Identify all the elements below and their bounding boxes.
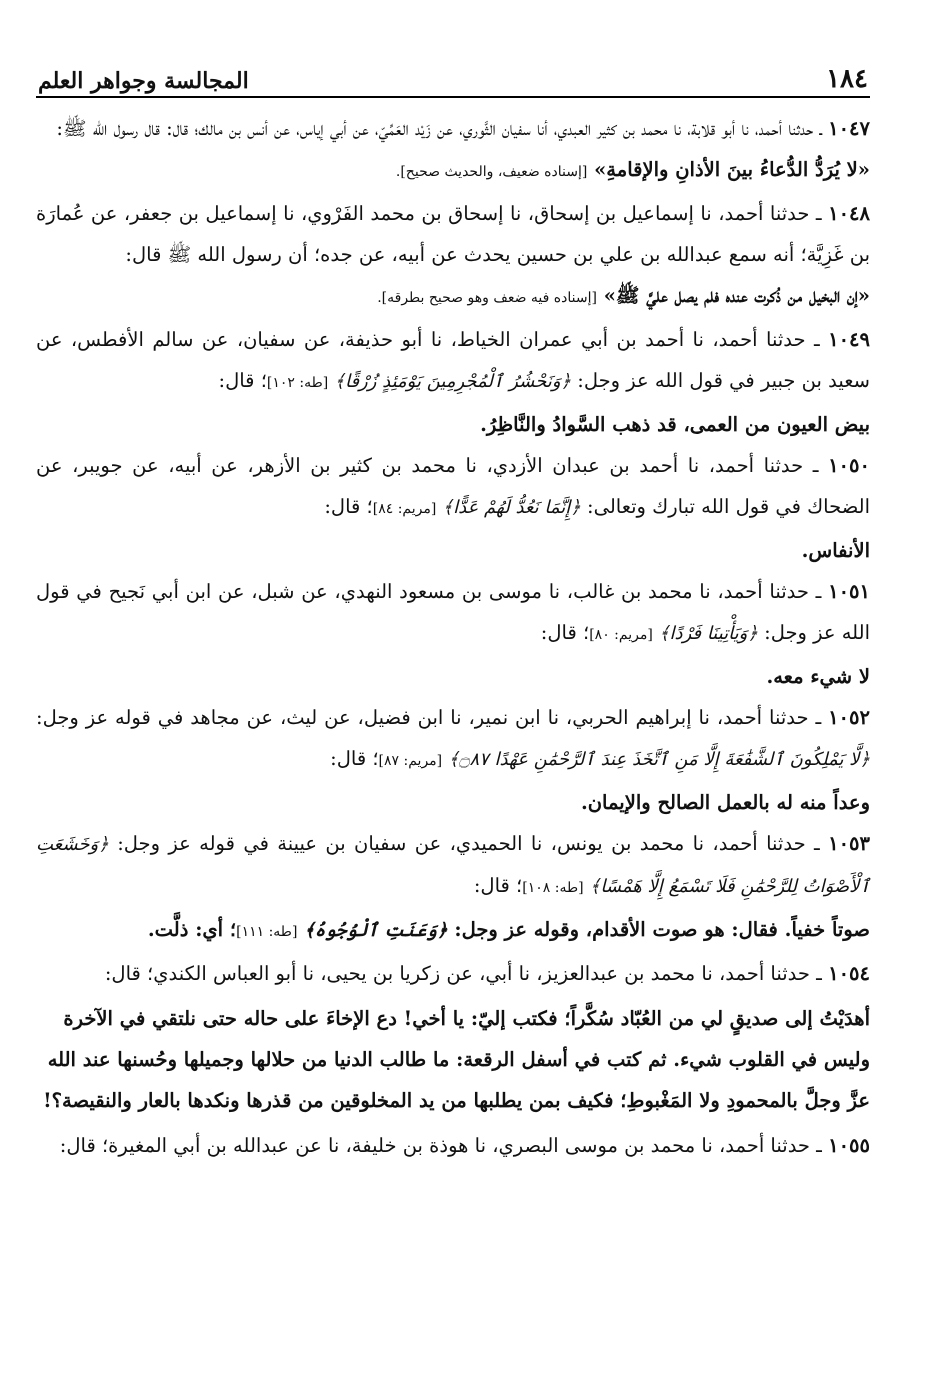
matn: «إن البخيل من ذُكرت عنده فلم يصل عليَّ ﷺ» <box>603 284 870 307</box>
answer-text <box>36 909 870 953</box>
entry-tail: ؛ قال: <box>473 874 523 897</box>
answer-text: وعداً منه له بالعمل الصالح والإيمان. <box>580 791 870 814</box>
page-number: ١٨٤ <box>826 64 868 94</box>
verse-reference: [طه: ١٠٨] <box>522 880 584 896</box>
grading-note: [إسناده فيه ضعف وهو صحيح بطرقه]. <box>377 290 597 306</box>
entry-number: ١٠٥٣ <box>828 832 871 855</box>
entry-1055 <box>36 1125 870 1166</box>
answer-text: بيض العيون من العمى، قد ذهب السَّوادُ والنَّاظِرُ. <box>480 413 870 436</box>
quran-verse: ﴿وَيَأْتِينَا فَرْدًا﴾ <box>659 623 758 644</box>
book-page <box>36 50 870 1166</box>
entry-1049 <box>36 319 870 404</box>
verse-reference: [طه: ١٠٢] <box>266 375 329 391</box>
answer-text: الأنفاس. <box>801 539 870 562</box>
grading-note: [إسناده ضعيف، والحديث صحيح]. <box>395 164 588 180</box>
entry-1052 <box>36 697 870 782</box>
entry-tail: ؛ قال: <box>324 495 373 518</box>
isnad: ـ حدثنا أحمد، نا إسماعيل بن إسحاق، نا إسحاق بن محمد الفَرْوي، نا إسماعيل بن جعفر، عن عُمارَة بن غَزِيَّة؛ أنه سمع عبدالله بن علي بن حسين يحدث عن أبيه، عن جده؛ أن رسول الله ﷺ قال: <box>36 202 870 266</box>
verse-reference: [مريم: ٨٠] <box>589 627 653 643</box>
isnad: ـ حدثنا أحمد، نا محمد بن يونس، نا الحميدي، عن سفيان بن عيينة في قوله عز وجل: <box>117 832 820 855</box>
entry-tail: ؛ قال: <box>218 369 267 392</box>
quran-verse: ﴿وَخَشَعَتِ ٱلْأَصْوَاتُ لِلرَّحْمَٰنِ فَلَا تَسْمَعُ إِلَّا هَمْسًا﴾ <box>36 834 870 897</box>
isnad: ـ حدثنا أحمد، نا محمد بن غالب، نا موسى بن مسعود النهدي، عن شبل، عن ابن أبي نَجيح في قول الله عز وجل: <box>36 580 870 644</box>
isnad: ـ حدثنا أحمد، نا أبو قلابة، نا محمد بن كثير العبدي، أنا سفيان الثَّوري، عن زَيْد العَمِّيّ، عن أبي إياس، عن أنس بن مالك؛ قال: قال رسول الله ﷺ: <box>56 117 822 140</box>
quran-verse: ﴿إِنَّمَا نَعُدُّ لَهُمْ عَدًّا﴾ <box>442 497 581 518</box>
answer-text: أهدَيْتُ إلى صديقٍ لي من العُبّاد سُكَّراً؛ فكتب إليّ: يا أخي! دع الإخاءَ على حاله حتى نلتقي في الآخرة وليس في القلوب شيء. ثم كتب في أسفل الرقعة: ما طالب الدنيا من حلالها وجميلها وحُسنها عند الله عزَّ وجلَّ بالمحمودِ ولا المَغْبوطِ؛ فكيف بمن يطلبها من يد المخلوقين من قذرها ونكدها بالعار والنقيصة؟! <box>43 1007 870 1112</box>
entry-number: ١٠٥٥ <box>828 1134 870 1157</box>
entry-number: ١٠٥٢ <box>828 706 870 729</box>
entry-number: ١٠٥١ <box>828 580 870 603</box>
entry-number: ١٠٤٧ <box>828 117 870 140</box>
entry-1051 <box>36 571 870 656</box>
answer-text: لا شيء معه. <box>766 665 870 688</box>
answer-part: صوتاً خفياً. فقال: هو صوت الأقدام، وقوله عز وجل: <box>454 918 870 941</box>
quran-verse: ﴿وَعَنَتِ ٱلْوُجُوهُ﴾ <box>304 920 448 941</box>
entry-1047 <box>36 108 870 149</box>
isnad: ـ حدثنا أحمد، نا محمد بن موسى البصري، نا هوذة بن خليفة، نا عن عبدالله بن أبي المغيرة؛ قال: <box>59 1134 822 1157</box>
entry-1050 <box>36 445 870 530</box>
entry-1053 <box>36 823 870 909</box>
entry-number: ١٠٤٨ <box>828 202 870 225</box>
hadith-text <box>36 275 870 319</box>
entry-number: ١٠٥٠ <box>828 454 870 477</box>
hadith-text <box>36 149 870 193</box>
entry-1054 <box>36 953 870 994</box>
isnad: ـ حدثنا أحمد، نا إبراهيم الحربي، نا ابن نمير، نا ابن فضيل، عن ليث، عن مجاهد في قوله عز وجل: <box>36 706 822 729</box>
isnad: ـ حدثنا أحمد، نا أحمد بن عبدان الأزدي، نا محمد بن كثير بن الأزهر، عن أبيه، عن جويبر، عن الضحاك في قول الله تبارك وتعالى: <box>36 454 870 518</box>
entry-number: ١٠٥٤ <box>828 962 870 985</box>
isnad: ـ حدثنا أحمد، نا أحمد بن أبي عمران الخياط، نا أبو حذيفة، عن سفيان، عن سالم الأفطس، عن سعيد بن جبير في قول الله عز وجل: <box>36 328 870 392</box>
page-header <box>36 50 870 98</box>
matn: «لا يُرَدُّ الدُّعاءُ بينَ الأذانِ والإقامةِ» <box>594 158 870 181</box>
page-body <box>36 98 870 1166</box>
quran-verse: ﴿وَنَحْشُرُ ٱلْمُجْرِمِينَ يَوْمَئِذٍ زُرْقًا﴾ <box>334 371 572 392</box>
answer-part: ؛ أي: ذلَّت. <box>147 918 237 941</box>
entry-1048 <box>36 193 870 275</box>
entry-tail: ؛ قال: <box>330 747 379 770</box>
verse-reference: [مريم: ٨٤] <box>372 501 437 517</box>
verse-reference: [مريم: ٨٧] <box>378 753 443 769</box>
quran-verse: ﴿لَّا يَمْلِكُونَ ٱلشَّفَٰعَةَ إِلَّا مَنِ ٱتَّخَذَ عِندَ ٱلرَّحْمَٰنِ عَهْدًا ۝٨٧﴾ <box>448 749 870 770</box>
verse-reference: [طه: ١١١] <box>236 924 298 940</box>
entry-tail: ؛ قال: <box>540 621 590 644</box>
book-title: المجالسة وجواهر العلم <box>38 68 249 94</box>
entry-number: ١٠٤٩ <box>828 328 870 351</box>
isnad: ـ حدثنا أحمد، نا محمد بن عبدالعزيز، نا أبي، عن زكريا بن يحيى، نا أبو العباس الكندي؛ قال: <box>104 962 822 985</box>
